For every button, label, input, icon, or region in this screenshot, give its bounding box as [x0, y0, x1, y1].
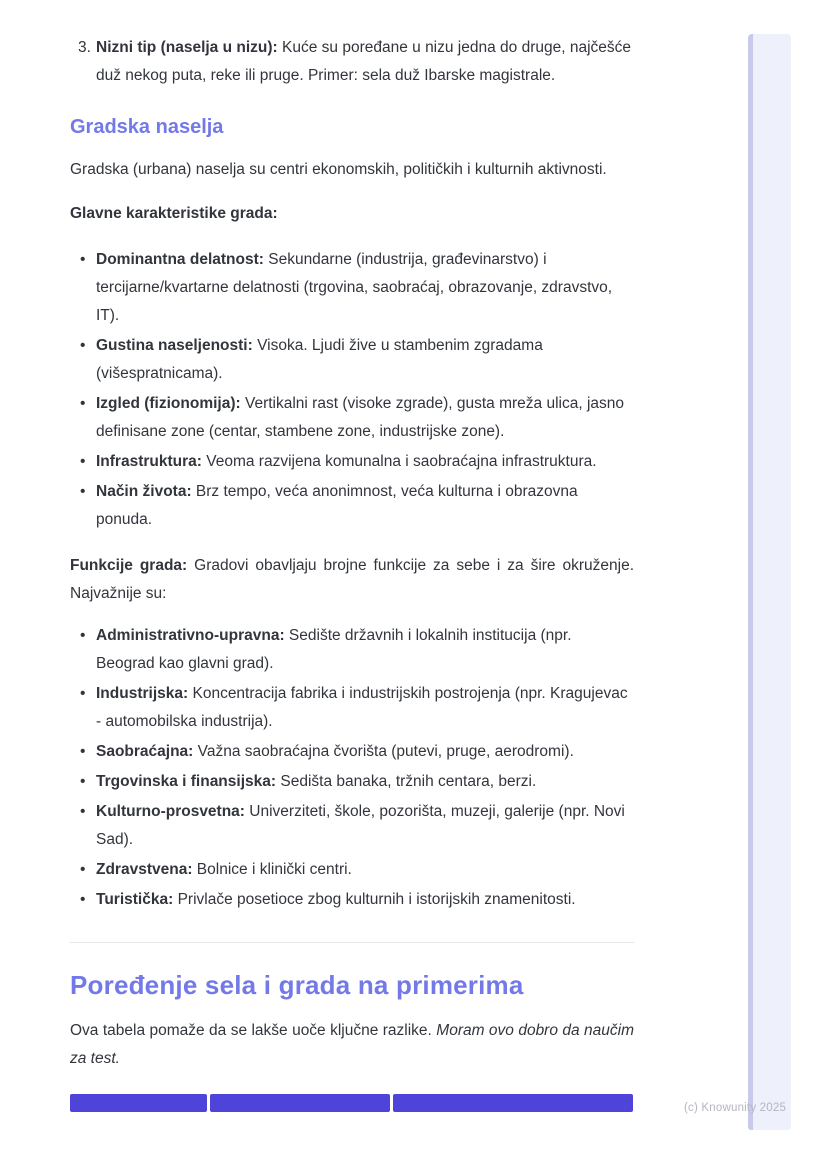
- next-page-edge-strip: [748, 34, 791, 1130]
- list-item-label: Nizni tip (naselja u nizu):: [96, 39, 278, 56]
- section-divider: [70, 942, 634, 943]
- list-item: • Način života: Brz tempo, veća anonimnost, veća kulturna i obrazovna ponuda.: [70, 478, 634, 534]
- section-heading-poredjenje: Poređenje sela i grada na primerima: [70, 970, 524, 1000]
- list-item: • Saobraćajna: Važna saobraćajna čvorišta (putevi, pruge, aerodromi).: [70, 738, 634, 766]
- list-item: • Turistička: Privlače posetioce zbog kulturnih i istorijskih znamenitosti.: [70, 886, 634, 914]
- table-header-cell: [393, 1094, 633, 1112]
- list-item: • Izgled (fizionomija): Vertikalni rast (visoke zgrade), gusta mreža ulica, jasno definisane zone (centar, stambene zone, industrijske zone).: [70, 390, 634, 446]
- table-header-cell: [70, 1094, 207, 1112]
- comparison-table-header-row: [70, 1094, 634, 1112]
- comparison-intro-paragraph: Ova tabela pomaže da se lakše uoče ključne razlike. Moram ovo dobro da naučim za test.: [70, 1022, 634, 1067]
- functions-intro-paragraph: Funkcije grada: Gradovi obavljaju brojne funkcije za sebe i za šire okruženje. Najvažnije su:: [70, 557, 635, 602]
- list-item: • Trgovinska i finansijska: Sedišta banaka, tržnih centara, berzi.: [70, 768, 634, 796]
- numbered-list-item-3: [70, 34, 634, 90]
- list-item-body: [96, 34, 634, 90]
- personal-note-italic: Moram ovo dobro da naučim za test.: [70, 1022, 634, 1067]
- list-item-text: Kuće su poređane u nizu jedna do druge, najčešće duž nekog puta, reke ili pruge. Primer: sela duž Ibarske magistrale.: [96, 39, 632, 84]
- document-content: [70, 0, 634, 1112]
- list-item: • Dominantna delatnost: Sekundarne (industrija, građevinarstvo) i tercijarne/kvartarne delatnosti (trgovina, saobraćaj, obrazovanje, zdravstvo, IT).: [70, 246, 634, 330]
- functions-list: [70, 622, 634, 914]
- characteristics-list: [70, 246, 634, 534]
- list-item: • Zdravstvena: Bolnice i klinički centri.: [70, 856, 634, 884]
- list-number: 3.: [78, 39, 91, 56]
- list-item: • Administrativno-upravna: Sedište državnih i lokalnih institucija (npr. Beograd kao glavni grad).: [70, 622, 634, 678]
- table-header-cell: [210, 1094, 390, 1112]
- characteristics-heading: Glavne karakteristike grada:: [70, 205, 278, 222]
- gradska-intro-paragraph: Gradska (urbana) naselja su centri ekonomskih, političkih i kulturnih aktivnosti.: [70, 161, 607, 178]
- section-heading-gradska-naselja: Gradska naselja: [70, 116, 224, 138]
- list-item: • Gustina naseljenosti: Visoka. Ljudi žive u stambenim zgradama (višespratnicama).: [70, 332, 634, 388]
- list-item: • Industrijska: Koncentracija fabrika i industrijskih postrojenja (npr. Kragujevac - automobilska industrija).: [70, 680, 634, 736]
- watermark: (c) Knowunity 2025: [684, 1102, 787, 1114]
- list-item: • Infrastruktura: Veoma razvijena komunalna i saobraćajna infrastruktura.: [70, 448, 634, 476]
- list-item: • Kulturno-prosvetna: Univerziteti, škole, pozorišta, muzeji, galerije (npr. Novi Sad).: [70, 798, 634, 854]
